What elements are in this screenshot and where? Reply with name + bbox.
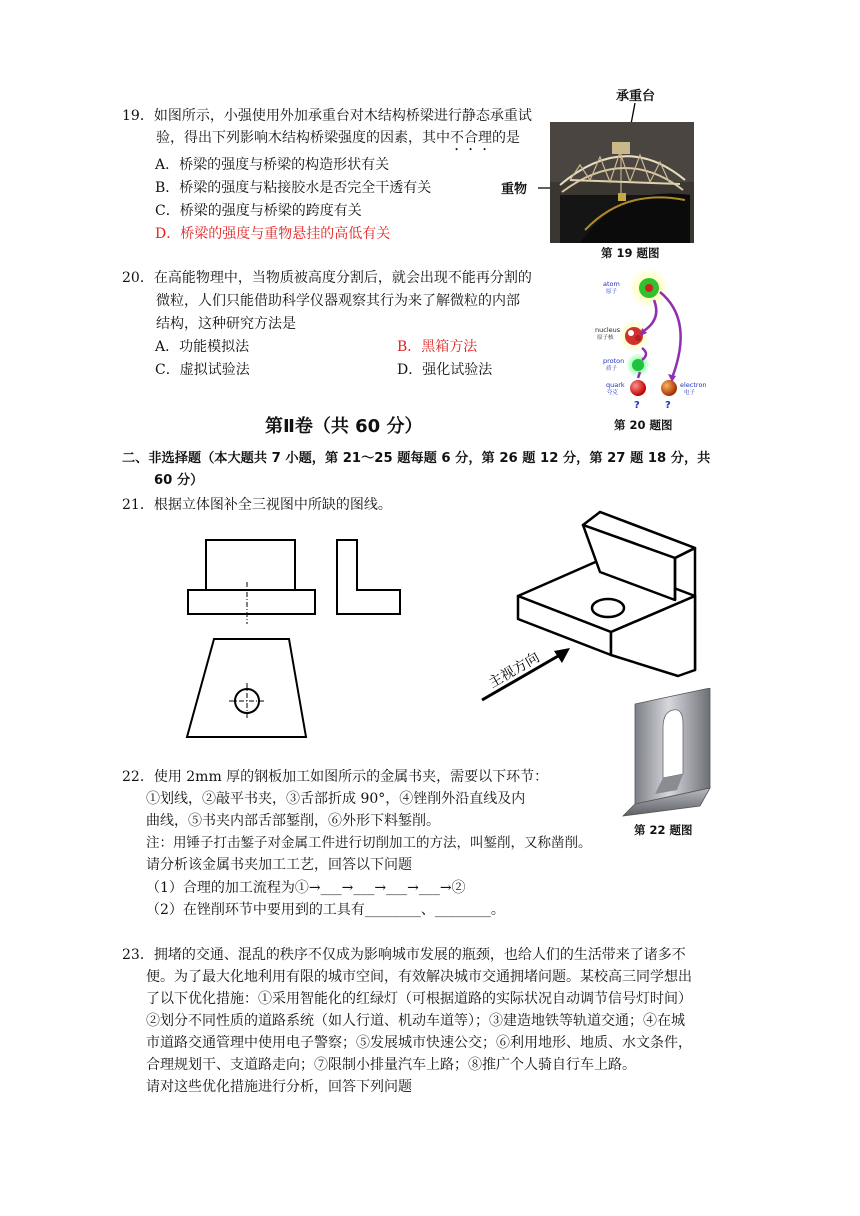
q19-caption: 第 19 题图 — [601, 246, 660, 260]
q22-stem-line3: 曲线，⑤书夹内部舌部錾削，⑥外形下料錾削。 — [146, 813, 440, 829]
q22-stem-line2: ①划线，②敲平书夹，③舌部折成 90°，④锉削外沿直线及内 — [146, 791, 526, 807]
q19-label-platform: 承重台 — [616, 89, 656, 104]
label-question-1: ? — [634, 400, 640, 411]
label-atom-cn: 原子 — [606, 289, 618, 295]
q19-stem-part-c: 的是 — [492, 130, 520, 146]
q19-option-a: A．桥梁的强度与桥梁的构造形状有关 — [155, 157, 390, 173]
question-20 — [0, 262, 860, 432]
q23-line1: 23．拥堵的交通、混乱的秩序不仅成为影响城市发展的瓶颈，也给人们的生活带来了诸多不 — [122, 947, 686, 963]
label-nucleus: nucleus — [595, 326, 621, 334]
three-view-drawing — [180, 532, 420, 742]
label-nucleus-cn: 原子核 — [597, 335, 614, 341]
label-proton: proton — [603, 357, 625, 365]
q20-option-c: C．虚拟试验法 — [155, 362, 250, 378]
label-question-2: ? — [665, 400, 671, 411]
q20-option-a: A．功能模拟法 — [155, 339, 250, 355]
q22-caption: 第 22 题图 — [634, 823, 693, 837]
q21-stem: 21．根据立体图补全三视图中所缺的图线。 — [122, 497, 392, 513]
q19-stem-line2 — [156, 128, 520, 154]
bookend-image — [615, 688, 725, 818]
label-electron-cn: 电子 — [684, 390, 696, 396]
q20-option-b: B．黑箱方法 — [397, 339, 478, 355]
q19-stem-line1: 19．如图所示，小强使用外加承重台对木结构桥梁进行静态承重试 — [122, 108, 532, 124]
bridge-photo — [500, 100, 700, 245]
q20-stem-line1: 20．在高能物理中，当物质被高度分割后，就会出现不能再分割的 — [122, 270, 532, 286]
q22-note: 注：用锤子打击錾子对金属工件进行切削加工的方法，叫錾削，又称凿削。 — [146, 835, 592, 851]
q22-sub2: （2）在锉削环节中要用到的工具有________、________。 — [146, 902, 505, 918]
q23-line6: 合理规划干、支道路走向；⑦限制小排量汽车上路；⑧推广个人骑自行车上路。 — [146, 1057, 636, 1073]
q20-caption: 第 20 题图 — [614, 418, 673, 432]
label-atom: atom — [603, 280, 620, 288]
label-proton-cn: 质子 — [606, 366, 618, 372]
q20-stem-line3: 结构，这种研究方法是 — [156, 316, 296, 332]
q22-ask: 请分析该金属书夹加工工艺，回答以下问题 — [146, 857, 412, 873]
q22-sub1: （1）合理的加工流程为①→___→___→___→___→② — [146, 880, 466, 896]
view-direction-label: 主视方向 — [486, 649, 543, 692]
q19-option-d: D．桥梁的强度与重物悬挂的高低有关 — [155, 226, 391, 242]
isometric-view — [470, 500, 710, 710]
q19-label-weight: 重物 — [501, 182, 528, 197]
q22-stem-line1: 22．使用 2mm 厚的钢板加工如图所示的金属书夹，需要以下环节： — [122, 769, 549, 785]
label-quark: quark — [606, 381, 625, 389]
section-2-heading-line1: 二、非选择题（本大题共 7 小题，第 21～25 题每题 6 分，第 26 题 12 分，第 27 题 18 分，共 — [122, 451, 711, 466]
q19-stem-emphasis: 不合理 — [450, 130, 492, 146]
q20-option-d: D．强化试验法 — [397, 362, 493, 378]
part2-title: 第Ⅱ卷（共 60 分） — [265, 416, 423, 437]
question-19 — [0, 0, 860, 260]
q23-line4: ②划分不同性质的道路系统（如人行道、机动车道等）；③建造地铁等轨道交通；④在城 — [146, 1013, 685, 1029]
q19-option-b: B．桥梁的强度与粘接胶水是否完全干透有关 — [155, 180, 432, 196]
q23-line5: 市道路交通管理中使用电子警察；⑤发展城市快速公交；⑥利用地形、地质、水文条件， — [146, 1035, 692, 1051]
q23-line7: 请对这些优化措施进行分析，回答下列问题 — [146, 1079, 412, 1095]
q20-stem-line2: 微粒，人们只能借助科学仪器观察其行为来了解微粒的内部 — [156, 293, 520, 309]
q19-stem-part-a: 验，得出下列影响木结构桥梁强度的因素，其中 — [156, 130, 450, 146]
section-2-heading-line2: 60 分） — [154, 473, 204, 488]
label-electron: electron — [680, 381, 707, 389]
label-quark-cn: 夸克 — [607, 390, 619, 396]
q19-option-c: C．桥梁的强度与桥梁的跨度有关 — [155, 203, 362, 219]
q23-line2: 便。为了最大化地利用有限的城市空间，有效解决城市交通拥堵问题。某校高三同学想出 — [146, 969, 692, 985]
particle-diagram — [594, 270, 724, 412]
q23-line3: 了以下优化措施：①采用智能化的红绿灯（可根据道路的实际状况自动调节信号灯时间） — [146, 991, 692, 1007]
